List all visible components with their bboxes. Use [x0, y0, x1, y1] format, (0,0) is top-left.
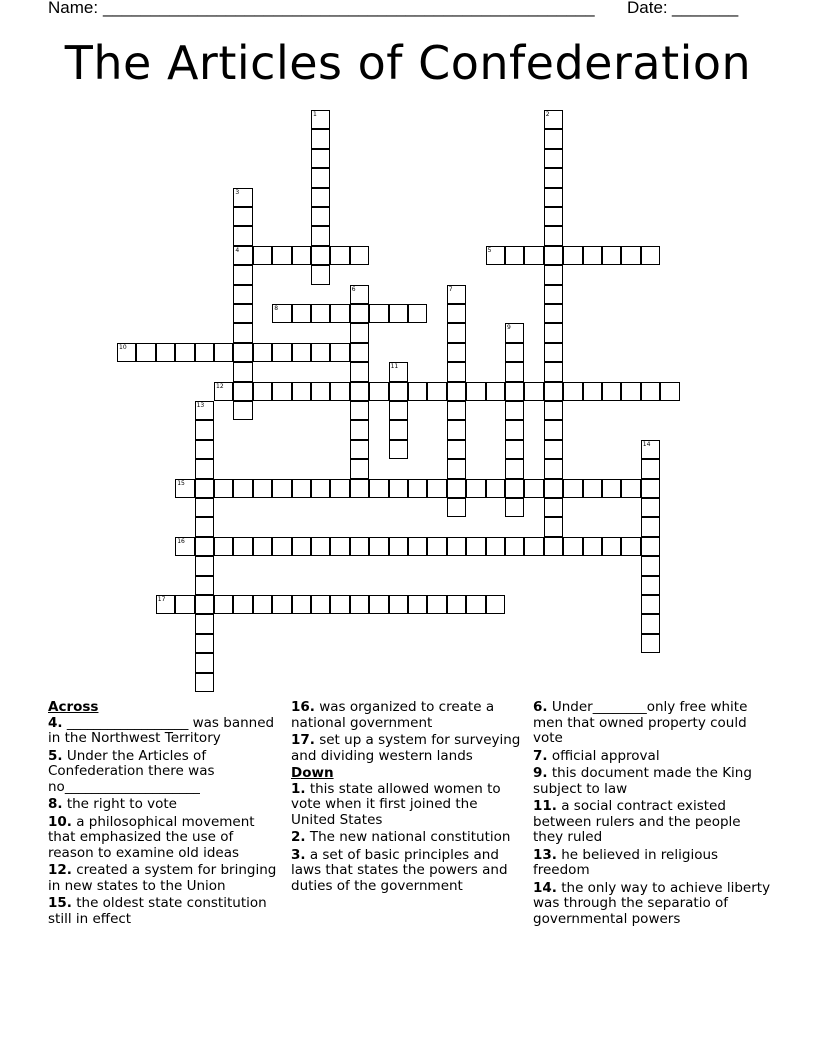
crossword-cell[interactable] — [350, 420, 369, 439]
crossword-cell[interactable] — [292, 479, 311, 498]
clue-number-label: 15 — [177, 479, 185, 487]
crossword-cell[interactable] — [350, 401, 369, 420]
clue-text: a set of basic principles and laws that states the powers and duties of the government — [291, 846, 508, 894]
crossword-cell[interactable] — [253, 479, 272, 498]
clue-number-label: 6 — [351, 285, 356, 293]
crossword-cell[interactable] — [292, 246, 311, 265]
crossword-cell[interactable] — [524, 537, 543, 556]
crossword-cell[interactable] — [214, 343, 233, 362]
crossword-cell[interactable] — [583, 479, 602, 498]
crossword-cell[interactable] — [311, 382, 330, 401]
crossword-cell[interactable] — [233, 537, 252, 556]
down-clue — [533, 881, 773, 928]
crossword-cell[interactable] — [447, 537, 466, 556]
crossword-cell[interactable] — [544, 440, 563, 459]
crossword-cell[interactable] — [311, 188, 330, 207]
crossword-cell[interactable] — [233, 265, 252, 284]
crossword-cell[interactable] — [350, 246, 369, 265]
crossword-cell[interactable] — [563, 537, 582, 556]
crossword-cell[interactable] — [253, 382, 272, 401]
crossword-cell[interactable] — [214, 479, 233, 498]
clue-text: __________________ was banned in the Northwest Territory — [48, 714, 275, 746]
down-clue — [291, 848, 523, 895]
crossword-cell[interactable] — [156, 343, 175, 362]
crossword-cell[interactable] — [311, 537, 330, 556]
crossword-cell[interactable] — [195, 614, 214, 633]
clue-text: Under________only free white men that owned property could vote — [533, 699, 748, 746]
crossword-cell[interactable] — [505, 246, 524, 265]
crossword-cell[interactable] — [641, 576, 660, 595]
crossword-cell[interactable] — [544, 537, 563, 556]
down-clue — [533, 799, 773, 846]
crossword-cell[interactable] — [195, 440, 214, 459]
crossword-cell[interactable] — [641, 479, 660, 498]
crossword-cell[interactable] — [311, 479, 330, 498]
crossword-cell[interactable] — [544, 420, 563, 439]
crossword-cell[interactable] — [602, 537, 621, 556]
crossword-cell[interactable] — [486, 595, 505, 614]
crossword-cell[interactable] — [311, 129, 330, 148]
crossword-cell[interactable] — [175, 343, 194, 362]
crossword-cell[interactable] — [486, 246, 505, 265]
crossword-cell[interactable] — [350, 537, 369, 556]
crossword-cell[interactable] — [486, 479, 505, 498]
clue-number-label: 17 — [157, 596, 166, 603]
down-clue — [533, 700, 773, 747]
crossword-cell[interactable] — [272, 343, 291, 362]
crossword-cell[interactable] — [544, 304, 563, 323]
crossword-cell[interactable] — [389, 440, 408, 459]
clue-number-label: 11 — [390, 363, 399, 371]
crossword-cell[interactable] — [486, 537, 505, 556]
crossword-cell[interactable] — [602, 246, 621, 265]
crossword-cell[interactable] — [272, 537, 291, 556]
crossword-cell[interactable] — [563, 246, 582, 265]
crossword-cell[interactable] — [544, 517, 563, 536]
crossword-cell[interactable] — [195, 576, 214, 595]
crossword-cell[interactable] — [447, 343, 466, 362]
clue-number: 4. — [48, 714, 63, 731]
clue-number: 15. — [48, 895, 72, 911]
crossword-cell[interactable] — [505, 479, 524, 498]
clue-number: 10. — [48, 813, 72, 830]
crossword-cell[interactable] — [233, 343, 252, 362]
crossword-cell[interactable] — [505, 343, 524, 362]
crossword-cell[interactable] — [389, 304, 408, 323]
crossword-cell[interactable] — [175, 479, 194, 498]
crossword-cell[interactable] — [233, 595, 252, 614]
crossword-cell[interactable] — [311, 343, 330, 362]
clue-text: this document made the King subject to law — [533, 765, 752, 797]
clue-text: this state allowed women to vote when it first joined the United States — [291, 780, 501, 828]
crossword-cell[interactable] — [505, 362, 524, 381]
crossword-cell[interactable] — [447, 382, 466, 401]
crossword-cell[interactable] — [602, 382, 621, 401]
name-label: Name: — [48, 0, 99, 17]
clue-text: created a system for bringing in new states to the Union — [48, 862, 277, 894]
crossword-cell[interactable] — [214, 537, 233, 556]
crossword-cell[interactable] — [175, 595, 194, 614]
crossword-cell[interactable] — [427, 479, 446, 498]
crossword-cell[interactable] — [195, 653, 214, 672]
crossword-cell[interactable] — [505, 323, 524, 342]
clue-text: Under the Articles of Confederation there was no____________________ — [48, 747, 215, 795]
crossword-cell[interactable] — [350, 382, 369, 401]
crossword-cell[interactable] — [389, 382, 408, 401]
crossword-cell[interactable] — [233, 304, 252, 323]
crossword-cell[interactable] — [272, 304, 291, 323]
down-clue — [533, 749, 773, 765]
crossword-cell[interactable] — [311, 110, 330, 129]
across-clue — [48, 863, 280, 894]
crossword-cell[interactable] — [156, 595, 175, 614]
crossword-cell[interactable] — [350, 285, 369, 304]
crossword-cell[interactable] — [544, 168, 563, 187]
clue-number-label: 13 — [196, 402, 205, 409]
clue-number-label: 12 — [216, 382, 224, 390]
crossword-cell[interactable] — [641, 498, 660, 517]
crossword-cell[interactable] — [272, 595, 291, 614]
crossword-cell[interactable] — [544, 246, 563, 265]
crossword-cell[interactable] — [447, 285, 466, 304]
crossword-cell[interactable] — [408, 537, 427, 556]
crossword-cell[interactable] — [292, 382, 311, 401]
crossword-cell[interactable] — [641, 459, 660, 478]
clue-number: 6. — [533, 699, 548, 715]
crossword-cell[interactable] — [311, 226, 330, 245]
crossword-cell[interactable] — [195, 673, 214, 692]
crossword-cell[interactable] — [369, 595, 388, 614]
crossword-cell[interactable] — [544, 323, 563, 342]
crossword-cell[interactable] — [641, 634, 660, 653]
clue-number-label: 10 — [119, 343, 127, 351]
crossword-cell[interactable] — [641, 382, 660, 401]
crossword-cell[interactable] — [389, 401, 408, 420]
crossword-cell[interactable] — [427, 382, 446, 401]
clue-text: he believed in religious freedom — [533, 846, 719, 878]
across-clue — [48, 896, 280, 927]
crossword-cell[interactable] — [330, 537, 349, 556]
crossword-cell[interactable] — [311, 595, 330, 614]
crossword-cell[interactable] — [447, 595, 466, 614]
across-clue — [291, 733, 523, 764]
crossword-cell[interactable] — [350, 459, 369, 478]
crossword-cell[interactable] — [233, 382, 252, 401]
crossword-cell[interactable] — [369, 304, 388, 323]
down-clue — [291, 782, 523, 829]
crossword-cell[interactable] — [389, 362, 408, 381]
clue-number-label: 14 — [642, 440, 651, 448]
crossword-cell[interactable] — [195, 537, 214, 556]
clue-number-label: 8 — [274, 305, 279, 312]
crossword-cell[interactable] — [563, 479, 582, 498]
crossword-cell[interactable] — [330, 595, 349, 614]
crossword-cell[interactable] — [544, 479, 563, 498]
clue-number: 7. — [533, 747, 548, 764]
crossword-cell[interactable] — [350, 479, 369, 498]
crossword-cell[interactable] — [389, 420, 408, 439]
across-clue — [48, 797, 280, 813]
clue-number: 9. — [533, 765, 548, 781]
crossword-cell[interactable] — [350, 440, 369, 459]
crossword-cell[interactable] — [233, 246, 252, 265]
crossword-cell[interactable] — [621, 246, 640, 265]
clue-number-label: 4 — [235, 246, 240, 254]
crossword-cell[interactable] — [311, 207, 330, 226]
clue-column-1 — [48, 700, 280, 929]
clue-column-3 — [533, 700, 773, 929]
crossword-cell[interactable] — [330, 343, 349, 362]
crossword-cell[interactable] — [311, 304, 330, 323]
crossword-cell[interactable] — [233, 362, 252, 381]
clue-number: 12. — [48, 862, 72, 878]
crossword-cell[interactable] — [195, 634, 214, 653]
crossword-cell[interactable] — [369, 479, 388, 498]
clue-number-label: 16 — [177, 537, 185, 545]
crossword-cell[interactable] — [544, 459, 563, 478]
crossword-cell[interactable] — [621, 382, 640, 401]
crossword-cell[interactable] — [233, 401, 252, 420]
date-blank[interactable]: _______ — [672, 0, 739, 17]
crossword-cell[interactable] — [389, 595, 408, 614]
clue-number: 1. — [291, 780, 306, 797]
crossword-cell[interactable] — [311, 168, 330, 187]
crossword-cell[interactable] — [330, 479, 349, 498]
crossword-cell[interactable] — [350, 323, 369, 342]
crossword-cell[interactable] — [641, 537, 660, 556]
clue-number-label: 3 — [235, 188, 240, 196]
clue-text: set up a system for surveying and dividing western lands — [291, 732, 521, 764]
crossword-cell[interactable] — [233, 285, 252, 304]
clue-text: the only way to achieve liberty was through the separatio of governmental powers — [533, 879, 771, 927]
crossword-cell[interactable] — [505, 459, 524, 478]
clue-number: 16. — [291, 699, 315, 715]
crossword-cell[interactable] — [447, 440, 466, 459]
clue-column-2 — [291, 700, 523, 896]
crossword-cell[interactable] — [311, 149, 330, 168]
crossword-cell[interactable] — [233, 479, 252, 498]
crossword-cell[interactable] — [447, 362, 466, 381]
clue-text: was organized to create a national government — [291, 699, 495, 731]
crossword-cell[interactable] — [195, 459, 214, 478]
down-clue — [291, 830, 523, 846]
crossword-cell[interactable] — [350, 362, 369, 381]
crossword-cell[interactable] — [195, 401, 214, 420]
crossword-cell[interactable] — [544, 401, 563, 420]
crossword-cell[interactable] — [195, 517, 214, 536]
crossword-cell[interactable] — [350, 343, 369, 362]
crossword-cell[interactable] — [350, 595, 369, 614]
clue-number-label: 9 — [507, 324, 511, 332]
crossword-cell[interactable] — [466, 479, 485, 498]
clue-number: 5. — [48, 747, 63, 764]
crossword-cell[interactable] — [486, 382, 505, 401]
crossword-cell[interactable] — [583, 537, 602, 556]
crossword-cell[interactable] — [195, 556, 214, 575]
clue-text: the right to vote — [66, 796, 177, 812]
crossword-cell[interactable] — [292, 304, 311, 323]
crossword-cell[interactable] — [544, 362, 563, 381]
crossword-cell[interactable] — [524, 479, 543, 498]
crossword-cell[interactable] — [233, 188, 252, 207]
crossword-cell[interactable] — [408, 382, 427, 401]
crossword-cell[interactable] — [272, 479, 291, 498]
down-clue — [533, 848, 773, 879]
crossword-cell[interactable] — [447, 459, 466, 478]
crossword-cell[interactable] — [195, 595, 214, 614]
crossword-cell[interactable] — [641, 614, 660, 633]
crossword-cell[interactable] — [505, 537, 524, 556]
crossword-cell[interactable] — [389, 537, 408, 556]
across-clue — [48, 749, 280, 796]
date-label: Date: — [627, 0, 668, 17]
crossword-cell[interactable] — [253, 537, 272, 556]
crossword-cell[interactable] — [563, 382, 582, 401]
crossword-cell[interactable] — [544, 382, 563, 401]
clue-number-label: 5 — [487, 246, 492, 254]
across-clue — [291, 700, 523, 731]
clue-number: 11. — [533, 798, 557, 814]
crossword-cell[interactable] — [583, 246, 602, 265]
clue-text: a philosophical movement that emphasized the use of reason to examine old ideas — [48, 813, 255, 861]
crossword-cell[interactable] — [641, 517, 660, 536]
crossword-cell[interactable] — [136, 343, 155, 362]
crossword-cell[interactable] — [583, 382, 602, 401]
crossword-cell[interactable] — [544, 129, 563, 148]
crossword-cell[interactable] — [447, 479, 466, 498]
crossword-cell[interactable] — [544, 207, 563, 226]
crossword-cell[interactable] — [311, 265, 330, 284]
crossword-cell[interactable] — [195, 420, 214, 439]
crossword-cell[interactable] — [602, 479, 621, 498]
crossword-cell[interactable] — [330, 382, 349, 401]
clue-number: 2. — [291, 829, 306, 845]
crossword-cell[interactable] — [544, 226, 563, 245]
clue-text: the oldest state constitution still in effect — [48, 895, 267, 927]
crossword-cell[interactable] — [233, 323, 252, 342]
crossword-cell[interactable] — [253, 595, 272, 614]
crossword-cell[interactable] — [292, 595, 311, 614]
crossword-cell[interactable] — [505, 382, 524, 401]
crossword-cell[interactable] — [524, 382, 543, 401]
name-blank[interactable]: ____________________________________________________ — [103, 0, 595, 17]
across-clue — [48, 815, 280, 862]
crossword-cell[interactable] — [447, 498, 466, 517]
crossword-cell[interactable] — [369, 537, 388, 556]
crossword-cell[interactable] — [195, 343, 214, 362]
crossword-cell[interactable] — [311, 246, 330, 265]
crossword-cell[interactable] — [641, 440, 660, 459]
clue-number-label: 7 — [448, 285, 453, 293]
crossword-cell[interactable] — [641, 246, 660, 265]
crossword-cell[interactable] — [427, 537, 446, 556]
crossword-cell[interactable] — [544, 149, 563, 168]
crossword-cell[interactable] — [214, 595, 233, 614]
clue-number: 14. — [533, 879, 557, 896]
crossword-cell[interactable] — [408, 595, 427, 614]
crossword-cell[interactable] — [292, 343, 311, 362]
crossword-cell[interactable] — [447, 420, 466, 439]
crossword-cell[interactable] — [641, 595, 660, 614]
crossword-cell[interactable] — [544, 285, 563, 304]
clue-text: The new national constitution — [309, 829, 511, 845]
crossword-cell[interactable] — [408, 479, 427, 498]
crossword-cell[interactable] — [621, 537, 640, 556]
crossword-cell[interactable] — [350, 304, 369, 323]
crossword-cell[interactable] — [660, 382, 679, 401]
crossword-cell[interactable] — [330, 304, 349, 323]
crossword-cell[interactable] — [544, 498, 563, 517]
crossword-cell[interactable] — [466, 382, 485, 401]
crossword-cell[interactable] — [447, 323, 466, 342]
clue-number-label: 2 — [545, 111, 550, 118]
crossword-cell[interactable] — [253, 246, 272, 265]
crossword-cell[interactable] — [389, 479, 408, 498]
crossword-cell[interactable] — [195, 498, 214, 517]
crossword-cell[interactable] — [466, 595, 485, 614]
clue-text: a social contract existed between rulers and the people they ruled — [533, 798, 741, 845]
crossword-cell[interactable] — [505, 420, 524, 439]
crossword-cell[interactable] — [505, 498, 524, 517]
clue-number: 8. — [48, 796, 63, 812]
crossword-cell[interactable] — [175, 537, 194, 556]
across-clue — [48, 716, 280, 747]
crossword-cell[interactable] — [544, 265, 563, 284]
crossword-cell[interactable] — [544, 110, 563, 129]
crossword-cell[interactable] — [195, 479, 214, 498]
crossword-cell[interactable] — [272, 246, 291, 265]
crossword-cell[interactable] — [233, 207, 252, 226]
crossword-cell[interactable] — [214, 382, 233, 401]
clue-number: 3. — [291, 846, 306, 863]
crossword-cell[interactable] — [427, 595, 446, 614]
crossword-cell[interactable] — [544, 343, 563, 362]
page-title: The Articles of Confederation — [64, 36, 752, 90]
crossword-cell[interactable] — [272, 382, 291, 401]
down-heading: Down — [291, 765, 334, 781]
crossword-cell[interactable] — [447, 304, 466, 323]
crossword-cell[interactable] — [117, 343, 136, 362]
crossword-cell[interactable] — [505, 440, 524, 459]
crossword-cell[interactable] — [544, 188, 563, 207]
across-heading: Across — [48, 699, 99, 715]
crossword-cell[interactable] — [292, 537, 311, 556]
crossword-cell[interactable] — [330, 246, 349, 265]
clue-number-label: 1 — [313, 111, 317, 118]
crossword-cell[interactable] — [408, 304, 427, 323]
clue-number: 17. — [291, 732, 315, 748]
crossword-cell[interactable] — [369, 382, 388, 401]
down-clue — [533, 766, 773, 797]
crossword-cell[interactable] — [233, 226, 252, 245]
crossword-cell[interactable] — [466, 537, 485, 556]
clue-text: official approval — [551, 747, 660, 764]
crossword-cell[interactable] — [505, 401, 524, 420]
crossword-cell[interactable] — [447, 401, 466, 420]
crossword-cell[interactable] — [253, 343, 272, 362]
crossword-cell[interactable] — [621, 479, 640, 498]
crossword-cell[interactable] — [641, 556, 660, 575]
crossword-cell[interactable] — [524, 246, 543, 265]
clue-number: 13. — [533, 846, 557, 863]
